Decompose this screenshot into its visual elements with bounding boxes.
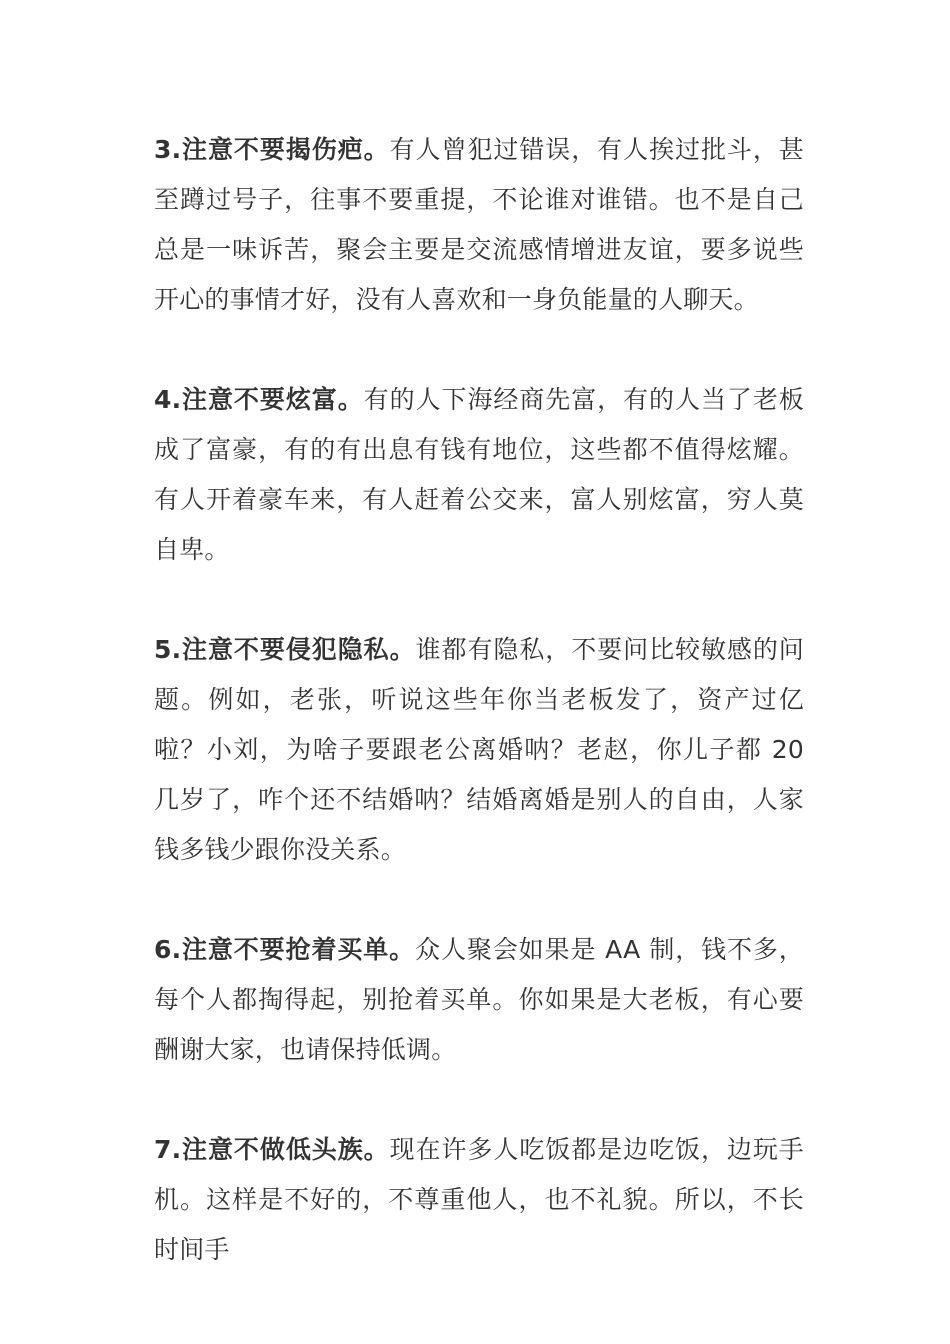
paragraph-heading: 3.注意不要揭伤疤。 xyxy=(154,135,390,164)
paragraph-body: 众人聚会如果是 AA 制，钱不多，每个人都掏得起，别抢着买单。你如果是大老板，有心要酬谢大家，也请保持低调。 xyxy=(154,935,805,1064)
paragraph-7 xyxy=(154,1125,804,1275)
paragraph-body: 谁都有隐私，不要问比较敏感的问题。例如，老张，听说这些年你当老板发了，资产过亿啦？小刘，为啥子要跟老公离婚呐？老赵，你儿子都 20 几岁了，咋个还不结婚呐？结婚离婚是别人的自由，人家钱多钱少跟你没关系。 xyxy=(154,635,805,864)
paragraph-heading: 6.注意不要抢着买单。 xyxy=(154,935,416,964)
paragraph-heading: 5.注意不要侵犯隐私。 xyxy=(154,635,416,664)
paragraph-5 xyxy=(154,625,804,875)
paragraph-body: 有人曾犯过错误，有人挨过批斗，甚至蹲过号子，往事不要重提，不论谁对谁错。也不是自己总是一味诉苦，聚会主要是交流感情增进友谊，要多说些开心的事情才好，没有人喜欢和一身负能量的人聊天。 xyxy=(154,135,804,314)
paragraph-4 xyxy=(154,375,804,575)
paragraph-body: 有的人下海经商先富，有的人当了老板成了富豪，有的有出息有钱有地位，这些都不值得炫耀。有人开着豪车来，有人赶着公交来，富人别炫富，穷人莫自卑。 xyxy=(154,385,804,564)
paragraph-heading: 4.注意不要炫富。 xyxy=(154,385,364,414)
paragraph-body: 现在许多人吃饭都是边吃饭，边玩手机。这样是不好的，不尊重他人，也不礼貌。所以，不长时间手 xyxy=(154,1135,804,1264)
paragraph-6 xyxy=(154,925,804,1075)
document-page xyxy=(154,125,804,1325)
paragraph-3 xyxy=(154,125,804,325)
paragraph-heading: 7.注意不做低头族。 xyxy=(154,1135,390,1164)
